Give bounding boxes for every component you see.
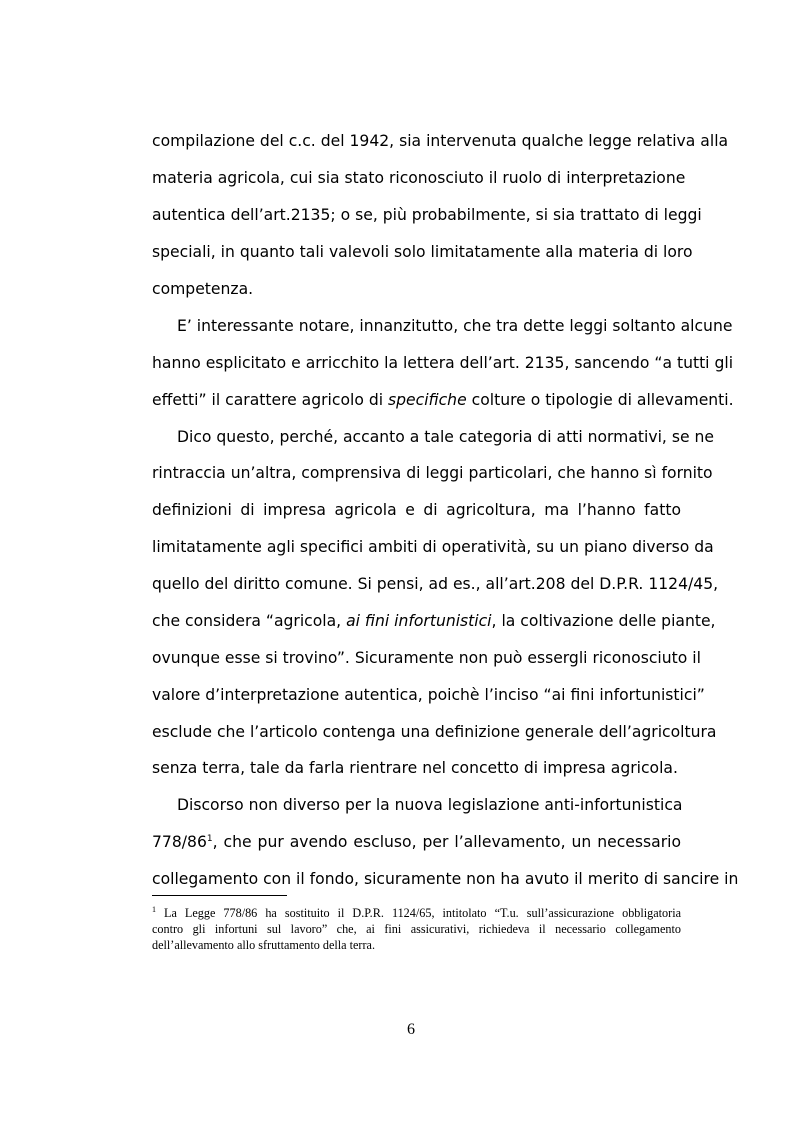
body-line (152, 609, 716, 633)
body-line (152, 388, 734, 412)
text-run: La Legge 778/86 ha sostituito il D.P.R. 1124/65, intitolato “T.u. sull’assicurazione obbligatoria (156, 906, 681, 920)
emphasis-text: specifiche (388, 391, 467, 409)
page-number: 6 (407, 1021, 415, 1038)
body-line: E’ interessante notare, innanzitutto, che tra dette leggi soltanto alcune (177, 317, 733, 335)
footnote-line: dell’allevamento allo sfruttamento della terra. (152, 938, 376, 952)
body-line: autentica dell’art.2135; o se, più probabilmente, si sia trattato di leggi (152, 206, 702, 224)
emphasis-text: ai fini infortunistici (346, 612, 492, 630)
footnote-separator (152, 895, 287, 896)
body-line: valore d’interpretazione autentica, poichè l’inciso “ai fini infortunistici” (152, 686, 705, 704)
footnote-line: contro gli infortuni sul lavoro” che, ai fini assicurativi, richiedeva il necessario collegamento (152, 922, 681, 936)
body-line: rintraccia un’altra, comprensiva di leggi particolari, che hanno sì fornito (152, 464, 713, 482)
body-line: quello del diritto comune. Si pensi, ad es., all’art.208 del D.P.R. 1124/45, (152, 575, 719, 593)
text-run: effetti” il carattere agricolo di (152, 391, 389, 409)
body-line: collegamento con il fondo, sicuramente non ha avuto il merito di sancire in (152, 870, 739, 888)
body-line (152, 830, 681, 854)
text-run: 778/86 (152, 833, 207, 851)
body-line: esclude che l’articolo contenga una definizione generale dell’agricoltura (152, 723, 717, 741)
text-run: colture o tipologie di allevamenti. (466, 391, 734, 409)
body-line: senza terra, tale da farla rientrare nel concetto di impresa agricola. (152, 759, 678, 777)
text-run: che considera “agricola, (152, 612, 347, 630)
footnote-marker: 1 (152, 905, 156, 914)
body-line: competenza. (152, 280, 254, 298)
body-line: materia agricola, cui sia stato riconosciuto il ruolo di interpretazione (152, 169, 686, 187)
body-line: ovunque esse si trovino”. Sicuramente non può essergli riconosciuto il (152, 649, 701, 667)
body-line: speciali, in quanto tali valevoli solo limitatamente alla materia di loro (152, 243, 693, 261)
text-run: , la coltivazione delle piante, (491, 612, 716, 630)
body-line: definizioni di impresa agricola e di agricoltura, ma l’hanno fatto (152, 501, 681, 519)
text-run: , che pur avendo escluso, per l’allevamento, un necessario (212, 833, 681, 851)
footnote-reference[interactable]: 1 (206, 834, 213, 844)
body-line: hanno esplicitato e arricchito la lettera dell’art. 2135, sancendo “a tutti gli (152, 354, 734, 372)
body-line: Discorso non diverso per la nuova legislazione anti-infortunistica (177, 796, 683, 814)
body-line: compilazione del c.c. del 1942, sia intervenuta qualche legge relativa alla (152, 132, 729, 150)
body-line: Dico questo, perché, accanto a tale categoria di atti normativi, se ne (177, 428, 714, 446)
footnote-line (152, 905, 681, 921)
body-line: limitatamente agli specifici ambiti di operatività, su un piano diverso da (152, 538, 714, 556)
